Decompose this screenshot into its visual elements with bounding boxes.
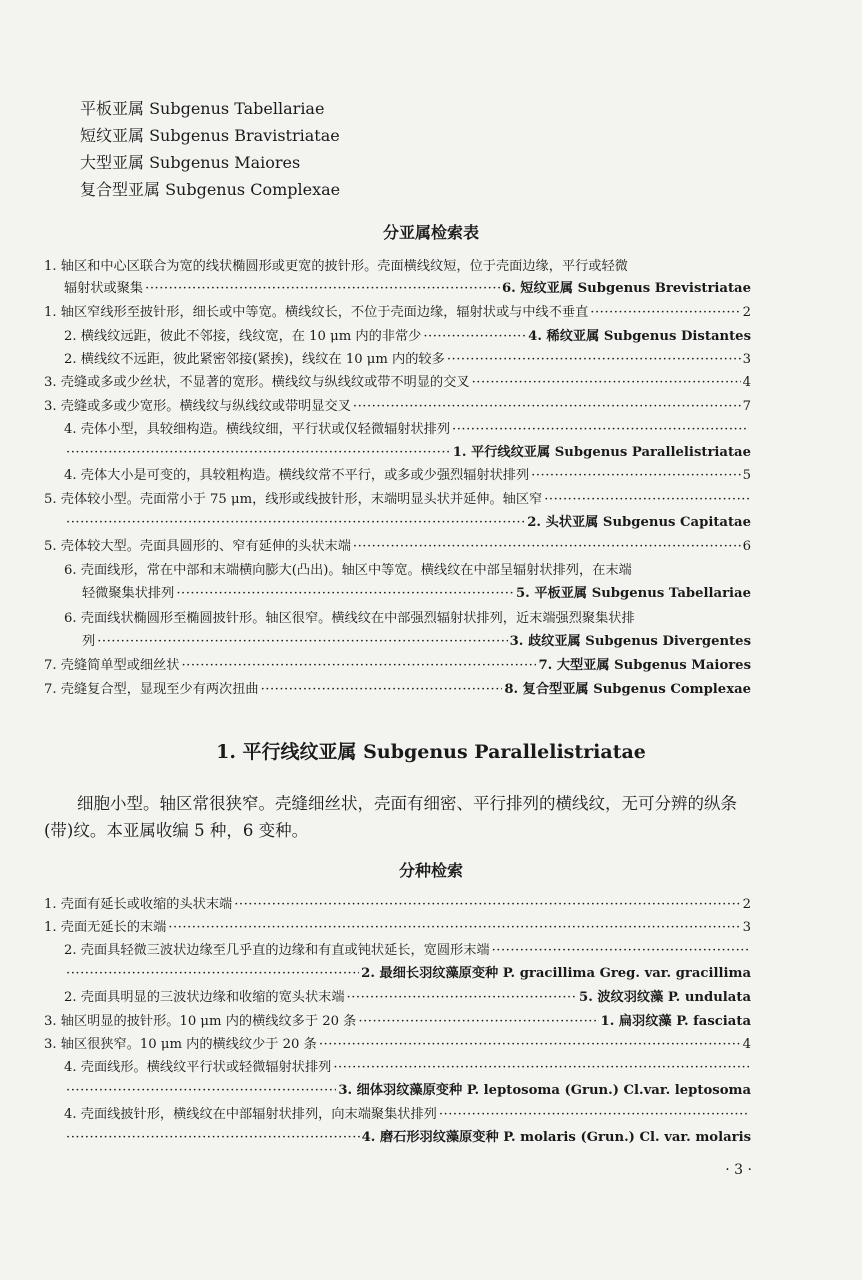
key-line: 6. 壳面线状椭圆形至椭圆披针形。轴区很窄。横线纹在中部强烈辐射状排列，近末端强烈聚集状排: [64, 611, 635, 626]
key-line: 列 ····· 3. 歧纹亚属 Subgenus Divergentes: [82, 631, 751, 652]
page-number: · 3 ·: [725, 1162, 752, 1178]
key-line: 3. 壳缝或多或少宽形。横线纹与纵线纹或带明显交叉 ····· 7: [44, 396, 751, 417]
subgenus-item: 短纹亚属 Subgenus Bravistriatae: [80, 126, 340, 145]
key2-title: 分种检索: [398, 861, 463, 880]
key-line: 3. 壳缝或多或少丝状，不显著的宽形。横线纹与纵线纹或带不明显的交叉 ····· 4: [44, 372, 751, 393]
key-line: 轻微聚集状排列 ····· 5. 平板亚属 Subgenus Tabellariae: [82, 583, 751, 604]
key-line: 4. 壳面线披针形，横线纹在中部辐射状排列，向末端聚集状排列 ·····: [64, 1104, 751, 1125]
key-line: 4. 壳面线形。横线纹平行状或轻微辐射状排列 ·····: [64, 1057, 751, 1078]
key-line: 4. 壳体大小是可变的，具较粗构造。横线纹常不平行，或多或少强烈辐射状排列 ····· 5: [64, 465, 751, 486]
subgenus-item: 大型亚属 Subgenus Maiores: [80, 153, 301, 172]
key-line: ····· 2. 最细长羽纹藻原变种 P. gracillima Greg. var. gracillima: [64, 963, 751, 984]
section-intro: 细胞小型。轴区常很狭窄。壳缝细丝状，壳面有细密、平行排列的横线纹，无可分辨的纵条(带)纹。本亚属收编 5 种，6 变种。: [44, 794, 737, 840]
key-line: 3. 轴区很狭窄。10 μm 内的横线纹少于 20 条 ····· 4: [44, 1034, 751, 1055]
key-line: 5. 壳体较大型。壳面具圆形的、窄有延伸的头状末端 ····· 6: [44, 536, 751, 557]
key-line: 7. 壳缝简单型或细丝状 ····· 7. 大型亚属 Subgenus Maiores: [44, 655, 751, 676]
key-line: ····· 4. 磨石形羽纹藻原变种 P. molaris (Grun.) Cl. var. molaris: [64, 1127, 751, 1148]
key-line: 辐射状或聚集 ····· 6. 短纹亚属 Subgenus Brevistriatae: [64, 278, 751, 299]
key-line: ····· 2. 头状亚属 Subgenus Capitatae: [64, 512, 751, 533]
key-line: 1. 壳面有延长或收缩的头状末端 ····· 2: [44, 894, 751, 915]
key-line: 2. 横线纹不远距，彼此紧密邻接(紧挨)，线纹在 10 μm 内的较多 ····· 3: [64, 349, 751, 370]
key-line: 3. 轴区明显的披针形。10 μm 内的横线纹多于 20 条 ····· 1. 扁羽纹藻 P. fasciata: [44, 1011, 751, 1032]
key-line: 6. 壳面线形，常在中部和末端横向膨大(凸出)。轴区中等宽。横线纹在中部呈辐射状排列，在末端: [64, 563, 632, 578]
key-line: 2. 横线纹远距，彼此不邻接，线纹宽，在 10 μm 内的非常少 ····· 4. 稀纹亚属 Subgenus Distantes: [64, 326, 751, 347]
section-title: 1. 平行线纹亚属 Subgenus Parallelistriatae: [216, 741, 646, 763]
subgenus-list: [80, 95, 340, 203]
key1-title: 分亚属检索表: [382, 223, 479, 242]
key-line: 2. 壳面具明显的三波状边缘和收缩的宽头状末端 ····· 5. 波纹羽纹藻 P. undulata: [64, 987, 751, 1008]
key-line: 7. 壳缝复合型，显现至少有两次扭曲 ····· 8. 复合型亚属 Subgenus Complexae: [44, 679, 751, 700]
key-line: 5. 壳体较小型。壳面常小于 75 μm，线形或线披针形，末端明显头状并延伸。轴区窄 ·····: [44, 489, 751, 510]
key-line: ····· 3. 细体羽纹藻原变种 P. leptosoma (Grun.) Cl.var. leptosoma: [64, 1080, 751, 1101]
key-line: 2. 壳面具轻微三波状边缘至几乎直的边缘和有直或钝状延长，宽圆形末端 ·····: [64, 940, 751, 961]
key-line: 1. 轴区和中心区联合为宽的线状椭圆形或更宽的披针形。壳面横线纹短，位于壳面边缘，平行或轻微: [44, 259, 628, 274]
key-line: 1. 轴区窄线形至披针形，细长或中等宽。横线纹长，不位于壳面边缘，辐射状或与中线不垂直 ····· 2: [44, 302, 751, 323]
key-line: 1. 壳面无延长的末端 ····· 3: [44, 917, 751, 938]
subgenus-item: 复合型亚属 Subgenus Complexae: [80, 180, 341, 199]
key-line: 4. 壳体小型，具较细构造。横线纹细，平行状或仅轻微辐射状排列 ·····: [64, 419, 751, 440]
key-line: ····· 1. 平行线纹亚属 Subgenus Parallelistriatae: [64, 442, 751, 463]
subgenus-item: 平板亚属 Subgenus Tabellariae: [80, 99, 325, 118]
